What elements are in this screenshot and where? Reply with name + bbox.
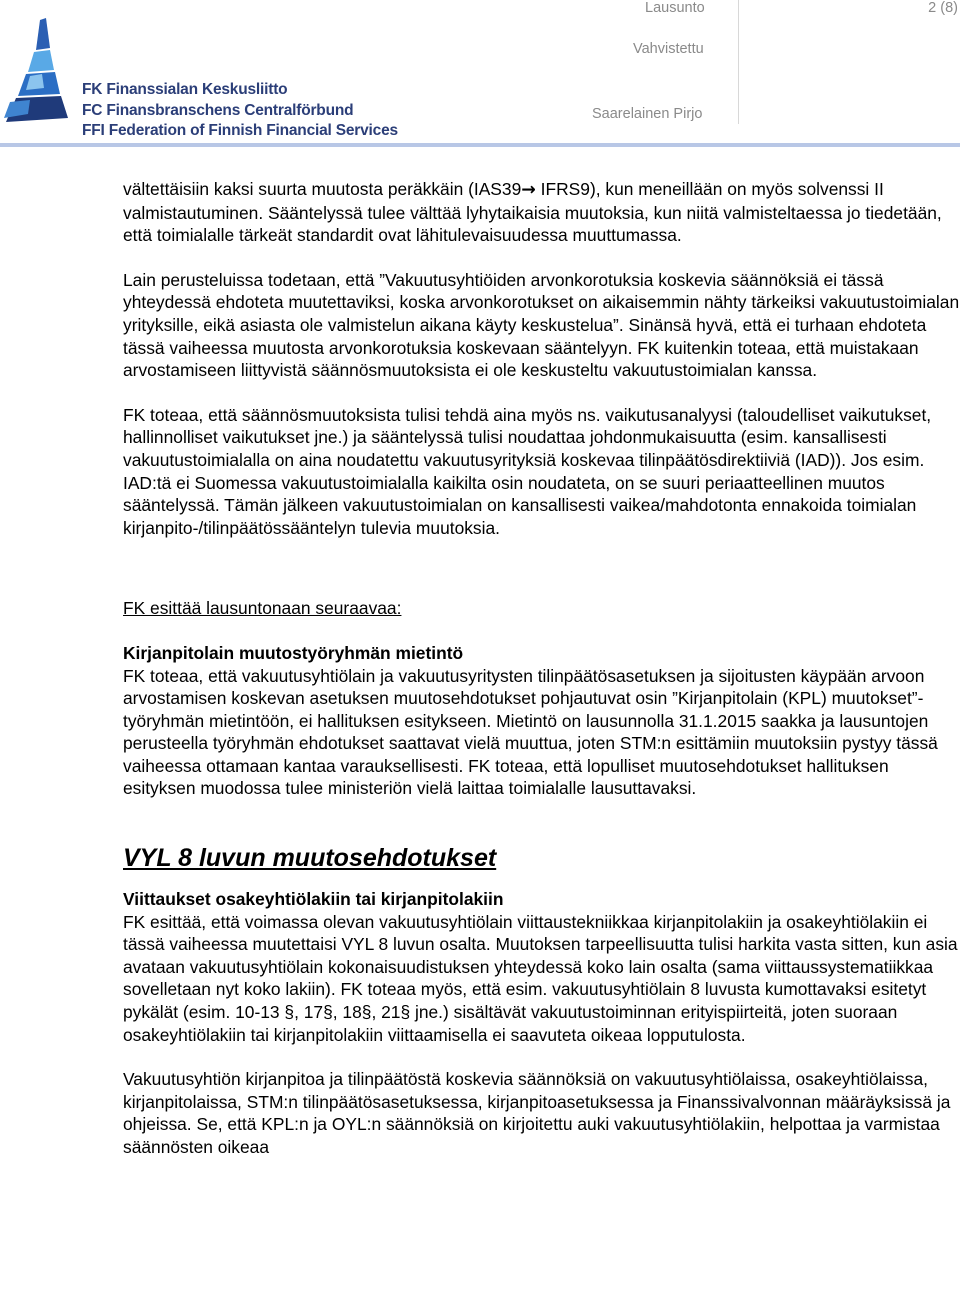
subheading-viittaukset: Viittaukset osakeyhtiölakiin tai kirjanpitolakiin [123,889,504,910]
subheading-kirjanpitolaki: Kirjanpitolain muutostyöryhmän mietintö [123,642,464,663]
document-author: Saarelainen Pirjo [592,106,703,122]
document-type: Lausunto [645,0,705,16]
paragraph-ifrs [123,178,960,247]
statement-intro: FK esittää lausuntonaan seuraavaa: [123,598,402,619]
section-heading-vyl8: VYL 8 luvun muutosehdotukset [123,844,497,873]
header-rule [0,143,960,147]
document-body [123,178,960,1159]
paragraph-ifrs-part-a: vältettäisiin kaksi suurta muutosta peräkkäin (IAS39 [123,179,522,199]
logo-line-fk: FK Finanssialan Keskusliitto [82,81,288,98]
paragraph-ifrs-part-b: IFRS9), kun meneillään on myös solvenssi II valmistautuminen. Sääntelyssä tulee välttää lyhytaikaisia muutoksia, kun niitä valmisteltaessa jo tiedetään, että toimialalle tärkeät standardit ovat lähitulevaisuudessa muuttumassa. [123,179,942,246]
document-status: Vahvistettu [633,41,704,57]
fk-logo [0,14,400,139]
logo-line-ffi: FFI Federation of Finnish Financial Services [82,122,398,139]
paragraph-viittaukset: FK esittää, että voimassa olevan vakuutusyhtiölain viittaustekniikkaa kirjanpitolakiin ja osakeyhtiölakiin ei tässä vaiheessa muutettaisi VYL 8 luvun osalta. Muutoksen tarpeellisuutta tulisi harkita vasta sitten, kun asia avataan vakuutusyhtiölain kokonaisuudistuksen yhteydessä koko lain osalta (sama viittaussystematiikkaa sovelletaan nyt koko lakiin). FK toteaa myös, että esim. vakuutusyhtiölain 8 luvusta kumottavaksi esitetyt pykälät (esim. 10-13 §, 17§, 18§, 21§ jne.) sisältävät vakuutustoiminnan erityispiirteitä, joten suoraan osakeyhtiölakiin tai kirjanpitolakiin viittaamisella ei saavuteta oikeaa lopputulosta. [123,911,958,1045]
logo-line-fc: FC Finansbranschens Centralförbund [82,101,354,119]
logo-text [82,80,398,142]
paragraph-vaikutusanalyysi: FK toteaa, että säännösmuutoksista tulisi tehdä aina myös ns. vaikutusanalyysi (taloudelliset vaikutukset, hallinnolliset vaikutukset jne.) ja sääntelyssä tulisi noudattaa johdonmukaisuutta (esim. kansallisesti vakuutustoimialalla on aina noudatettu vakuutusyrityksiä koskevaa tilinpäätösdirektiiviä (IAD)). Jos esim. IAD:tä ei Suomessa vakuutustoimialalla kaikilta osin noudateta, on se suuri periaatteellinen muutos sääntelyssä. Tämän jälkeen vakuutustoimialan on kansallisesti vaikea/mahdotonta ennakoida toimialan kirjanpito-/tilinpäätössääntelyn tulevia muutoksia. [123,404,932,538]
paragraph-arvonkorotukset: Lain perusteluissa todetaan, että ”Vakuutusyhtiöiden arvonkorotuksia koskevia säännöksiä ei tässä yhteydessä ehdoteta muutettaviksi, koska arvonkorotukset on aikaisemmin nähty tärkeiksi vakuutustoimialan yrityksille, eikä asiasta ole valmistelun aikana käyty keskustelua”. Sinänsä hyvä, että ei turhaan ehdoteta tässä vaiheessa muutosta arvonkorotuksia koskevaan sääntelyyn. FK kuitenkin toteaa, että muistakaan arvostamiseen liittyvistä säännösmuutoksista ei ole keskusteltu vakuutustoimialan kanssa. [123,269,960,381]
paragraph-kirjanpitolaki: FK toteaa, että vakuutusyhtiölain ja vakuutusyritysten tilinpäätösasetuksen ja sijoitusten käypään arvoon arvostamisen koskevan asetuksen muutosehdotukset pohjautuvat osin ”Kirjanpitolain (KPL) muutokset”- työryhmän mietintöön, ei hallituksen esitykseen. Mietintö on lausunnolla 31.1.2015 saakka ja lausuntojen perusteella työryhmän ehdotukset saattavat vielä muuttua, joten STM:n esittämiin muutoksiin pystyy tässä vaiheessa ottamaan kantaa varauksellisesti. FK toteaa, että lopulliset muutosehdotukset hallituksen esityksen muodossa tulee ministeriön vielä laittaa toimialalle lausuttavaksi. [123,665,938,799]
header-divider [738,0,739,124]
page-header [0,0,960,150]
paragraph-saannokset: Vakuutusyhtiön kirjanpitoa ja tilinpäätöstä koskevia säännöksiä on vakuutusyhtiölaissa, osakeyhtiölaissa, kirjanpitolaissa, STM:n tilinpäätösasetuksessa, kirjanpitoasetuksessa ja Finanssivalvonnan määräyksissä ja ohjeissa. Se, että KPL:n ja OYL:n säännöksiä on kirjoitettu auki vakuutusyhtiölakiin, helpottaa ja varmistaa säännösten oikeaa [123,1069,951,1157]
arrow-right-icon: → [521,180,536,200]
page-number: 2 (8) [928,0,958,16]
